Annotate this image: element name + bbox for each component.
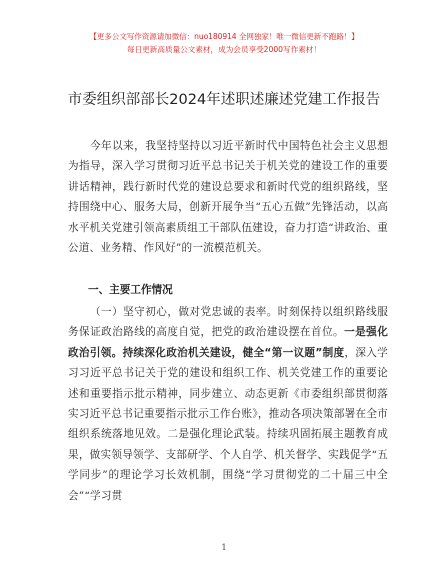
paragraph-text: （一）坚守初心，做对党忠诚的表率。时刻保持以组织路线服务保证政治路线的高度自觉，把党的政治建设摆在首位。	[68, 306, 388, 339]
paragraph-intro: 今年以来，我坚持坚持以习近平新时代中国特色社会主义思想为指导，深入学习贯彻习近平总书记关于机关党的建设工作的重要讲话精神，践行新时代党的建设总要求和新时代党的组织路线，坚持围绕中心、服务大局，创新开展争当“五心五做”先锋活动，以高水平机关党建引领高素质组工干部队伍建设，奋力打造“讲政治、重公道、业务精、作风好”的一流模范机关。	[68, 140, 388, 255]
section-heading-main-work: 一、主要工作情况	[88, 284, 173, 296]
paragraph-text: ，深入学习习近平总书记关于党的建设和组织工作、机关党建工作的重要论述和重要指示批示精神，同步建立、动态更新《市委组织部贯彻落实习近平总书记重要指示批示工作台账》，推动各项决策部署在全市组织系统落地见效。二是强化理论武装。持续巩固拓展主题教育成果，做实领导领学、支部研学、个人自学、机关督学、实践促学“五学同步”的理论学习长效机制，围绕“学习贯彻党的二十届三中全会”“学习贯	[68, 346, 388, 502]
promo-banner-line1: 【更多公文写作资源请加微信：nuo180914 全网独家！唯一微信更新不跑路！】	[89, 32, 359, 41]
paragraph-text: 持续	[122, 346, 145, 359]
emphasis-political-guidance: 一是强化政治引领。	[68, 326, 388, 359]
document-title: 市委组织部部长2024年述职述廉述党建工作报告	[67, 92, 381, 108]
promo-banner	[0, 32, 448, 55]
promo-banner-line2: 每日更新高质量公文素材，成为会员享受2000写作素材！	[127, 45, 321, 54]
emphasis-political-organ: 深化政治机关建设，健全“第一议题”制度	[144, 346, 345, 359]
paragraph-section1-item1	[68, 302, 388, 506]
page-number: 1	[221, 543, 227, 552]
